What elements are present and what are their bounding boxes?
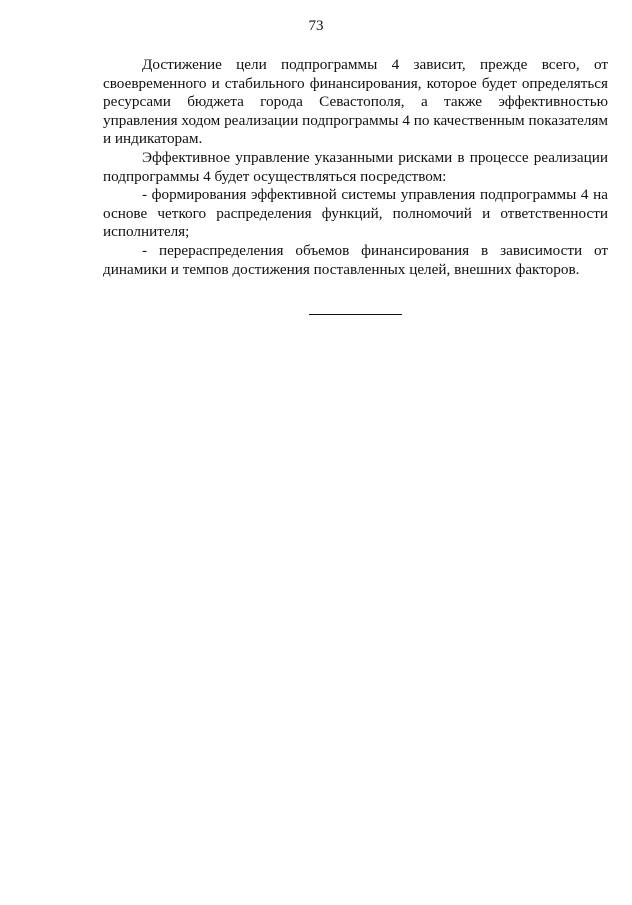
document-body [103,56,608,279]
page-number: 73 [308,18,324,34]
list-item-funding-redistribution: - перераспределения объемов финансирования в зависимости от динамики и темпов достижения поставленных целей, внешних факторов. [103,241,608,278]
paragraph-risk-management: Эффективное управление указанными рисками в процессе реализации подпрограммы 4 будет осуществляться посредством: [103,148,608,185]
list-item-management-system: - формирования эффективной системы управления подпрограммы 4 на основе четкого распределения функций, полномочий и ответственности исполнителя; [103,186,608,241]
paragraph-goal-dependency: Достижение цели подпрограммы 4 зависит, прежде всего, от своевременного и стабильного финансирования, которое будет определяться ресурсами бюджета города Севастополя, а также эффективностью управления ходом реализации подпрограммы 4 по качественным показателям и индикаторам. [103,56,608,148]
end-separator-line [309,314,402,315]
